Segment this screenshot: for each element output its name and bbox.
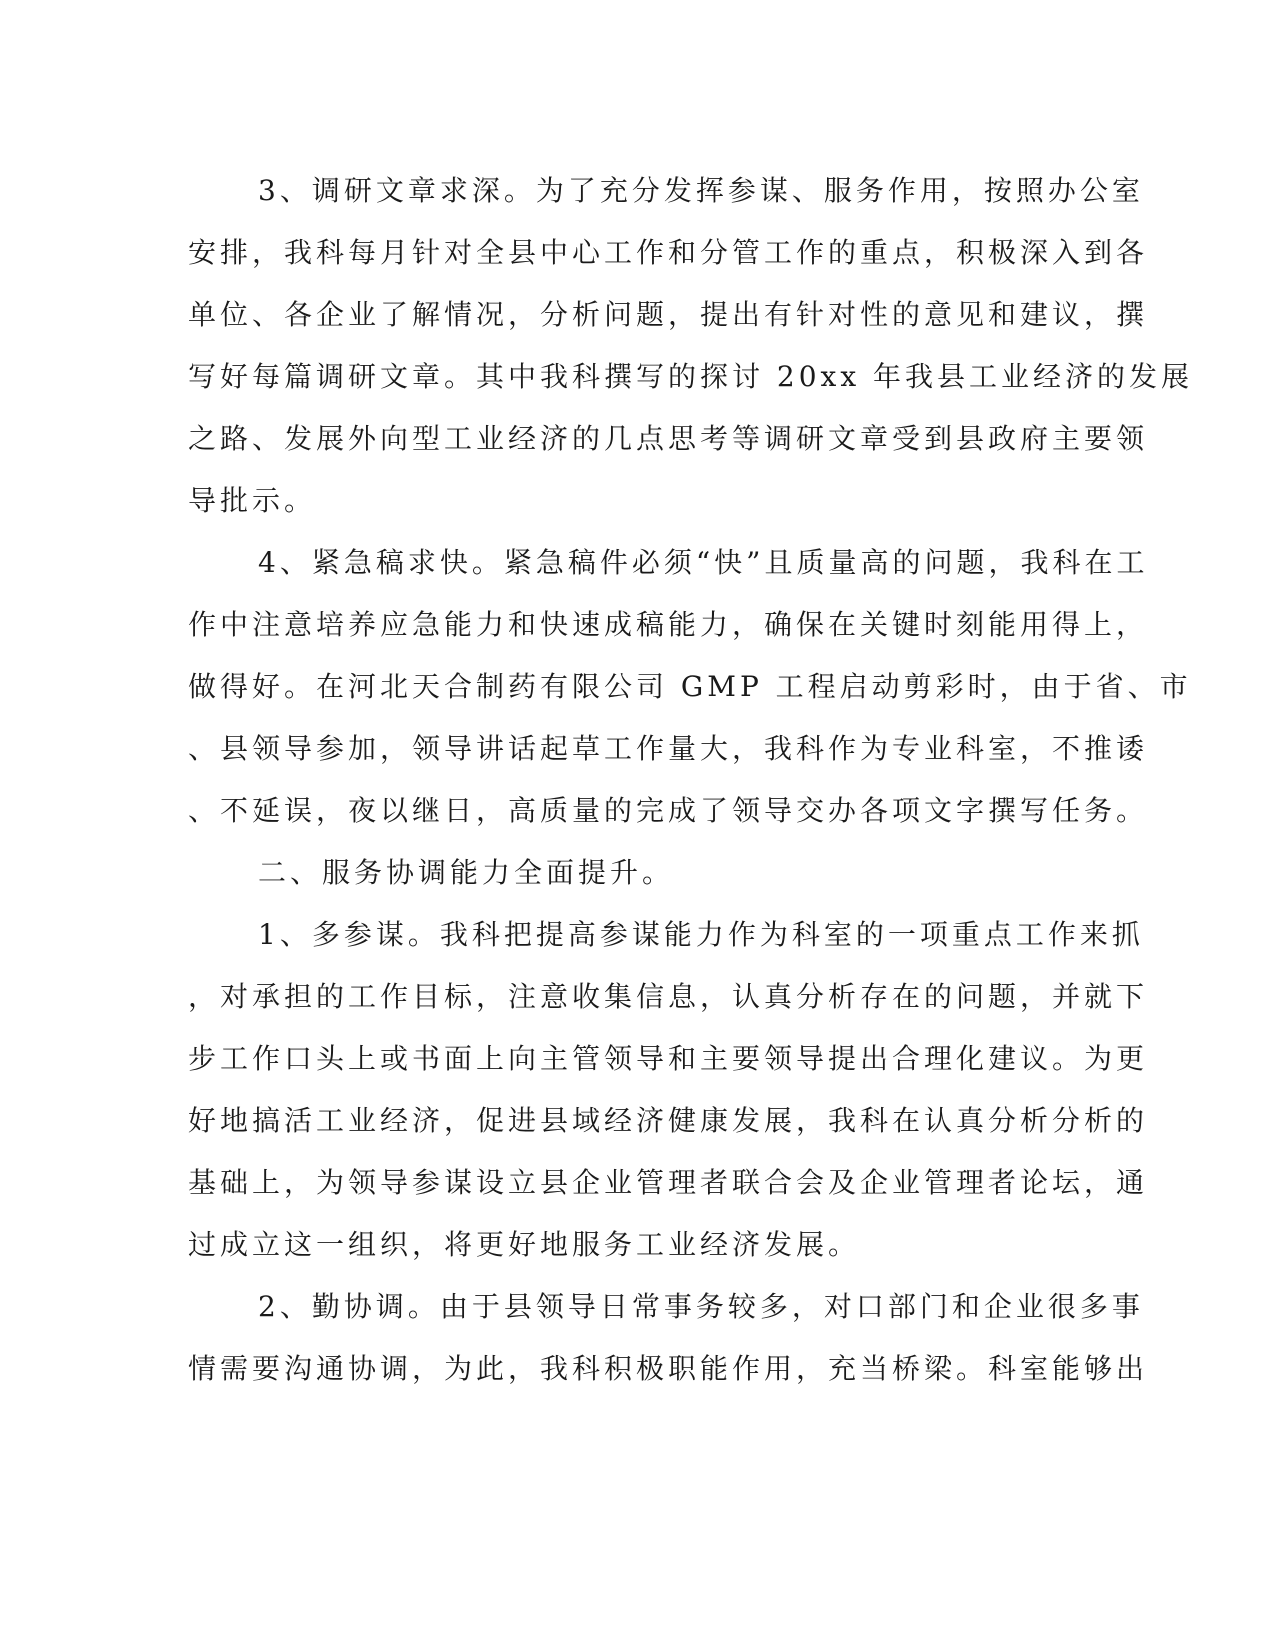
paragraph-line: 步工作口头上或书面上向主管领导和主要领导提出合理化建议。为更 [188,1042,1149,1075]
paragraph-line: 情需要沟通协调，为此，我科积极职能作用，充当桥梁。科室能够出 [188,1352,1149,1385]
paragraph-line: 做得好。在河北天合制药有限公司 GMP 工程启动剪彩时，由于省、市 [188,670,1192,703]
paragraph-line: 、不延误，夜以继日，高质量的完成了领导交办各项文字撰写任务。 [188,794,1149,827]
paragraph-line: 作中注意培养应急能力和快速成稿能力，确保在关键时刻能用得上， [188,608,1149,641]
paragraph-line: 1、多参谋。我科把提高参谋能力作为科室的一项重点工作来抓 [258,918,1144,951]
paragraph-line: 导批示。 [188,484,317,517]
document-body [188,160,1194,1400]
paragraph-line: 过成立这一组织，将更好地服务工业经济发展。 [188,1228,861,1261]
paragraph-line: 、县领导参加，领导讲话起草工作量大，我科作为专业科室，不推诿 [188,732,1149,765]
section-heading: 二、服务协调能力全面提升。 [258,856,675,889]
paragraph-line: 单位、各企业了解情况，分析问题，提出有针对性的意见和建议，撰 [188,298,1149,331]
paragraph-line: 安排，我科每月针对全县中心工作和分管工作的重点，积极深入到各 [188,236,1149,269]
paragraph-line: 好地搞活工业经济，促进县域经济健康发展，我科在认真分析分析的 [188,1104,1149,1137]
paragraph-line: 写好每篇调研文章。其中我科撰写的探讨 20xx 年我县工业经济的发展 [188,360,1194,393]
paragraph-line: 2、勤协调。由于县领导日常事务较多，对口部门和企业很多事 [258,1290,1144,1323]
paragraph-line: 基础上，为领导参谋设立县企业管理者联合会及企业管理者论坛，通 [188,1166,1149,1199]
paragraph-line: 3、调研文章求深。为了充分发挥参谋、服务作用，按照办公室 [258,174,1144,207]
paragraph-line: 之路、发展外向型工业经济的几点思考等调研文章受到县政府主要领 [188,422,1149,455]
paragraph-line: 4、紧急稿求快。紧急稿件必须“快”且质量高的问题，我科在工 [258,546,1149,579]
paragraph-line: ，对承担的工作目标，注意收集信息，认真分析存在的问题，并就下 [188,980,1149,1013]
